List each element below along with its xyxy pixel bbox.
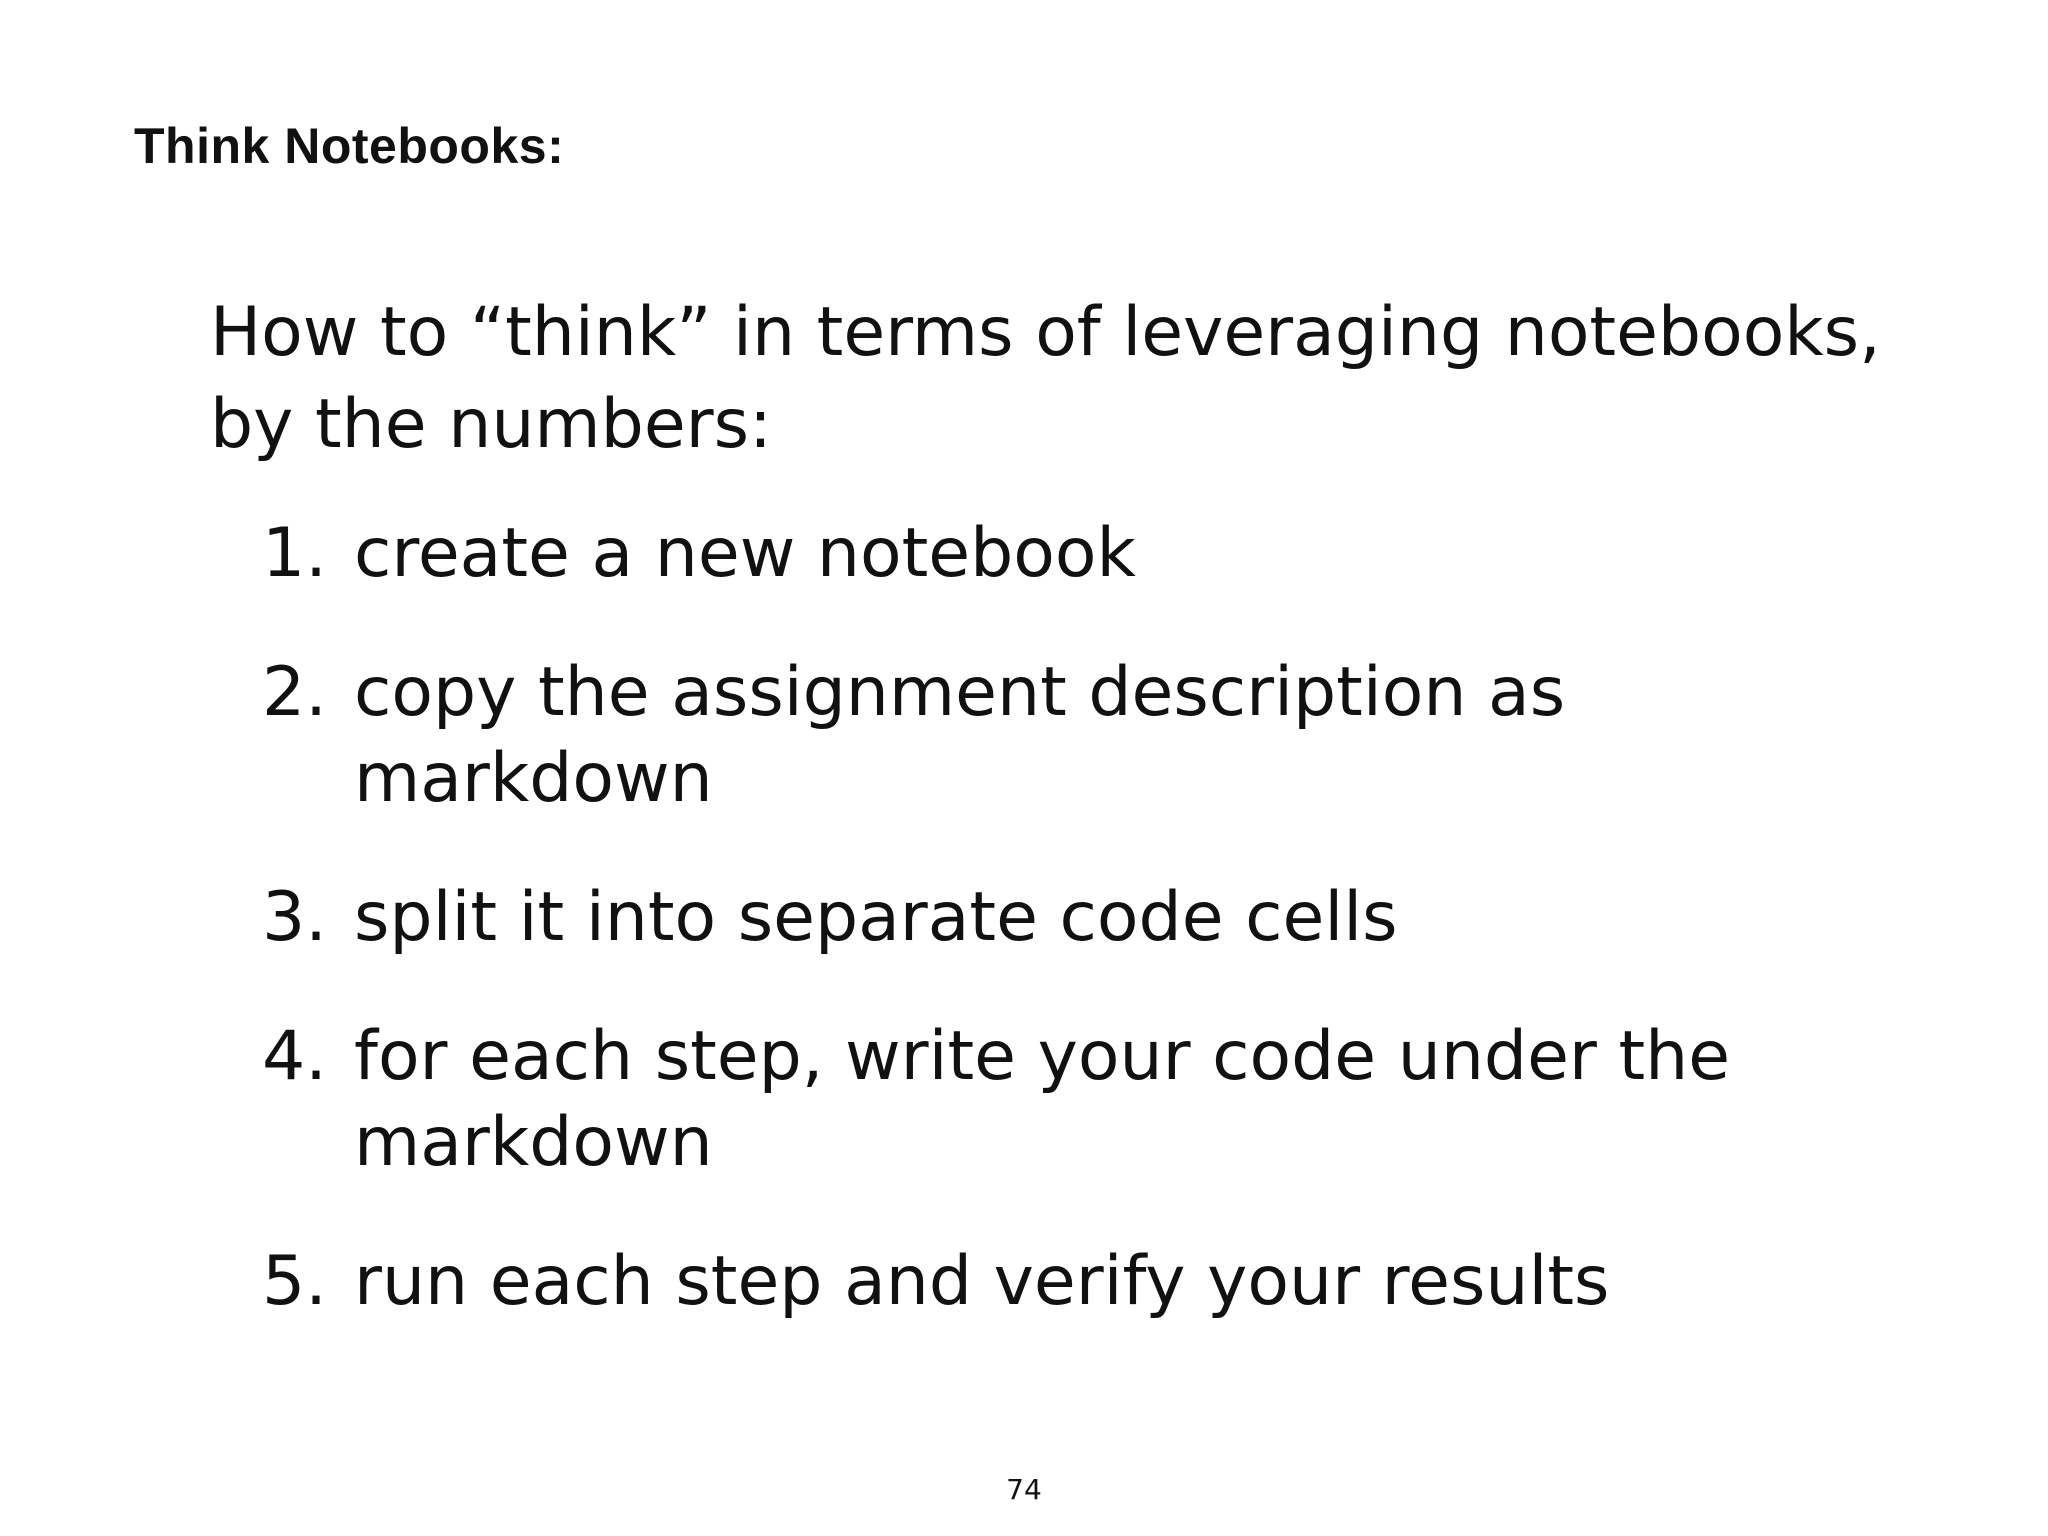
- list-item: [262, 650, 1822, 822]
- slide-title: Think Notebooks:: [134, 118, 565, 174]
- step-text: run each step and verify your results: [354, 1242, 1610, 1321]
- step-number: 2.: [262, 653, 327, 732]
- step-number: 3.: [262, 878, 327, 957]
- step-number: 1.: [262, 514, 327, 593]
- step-text: split it into separate code cells: [354, 878, 1398, 957]
- step-text: create a new notebook: [354, 514, 1136, 593]
- list-item: [262, 1014, 1822, 1186]
- page-number: 74: [1006, 1473, 1042, 1506]
- step-text: for each step, write your code under the markdown: [354, 1017, 1731, 1182]
- steps-list: [262, 511, 1822, 1325]
- list-item: [262, 875, 1822, 961]
- list-item: [262, 511, 1822, 597]
- list-item: [262, 1239, 1822, 1325]
- step-number: 5.: [262, 1242, 327, 1321]
- intro-text: How to “think” in terms of leveraging notebooks, by the numbers:: [210, 293, 1881, 464]
- step-number: 4.: [262, 1017, 327, 1096]
- step-text: copy the assignment description as markdown: [354, 653, 1566, 818]
